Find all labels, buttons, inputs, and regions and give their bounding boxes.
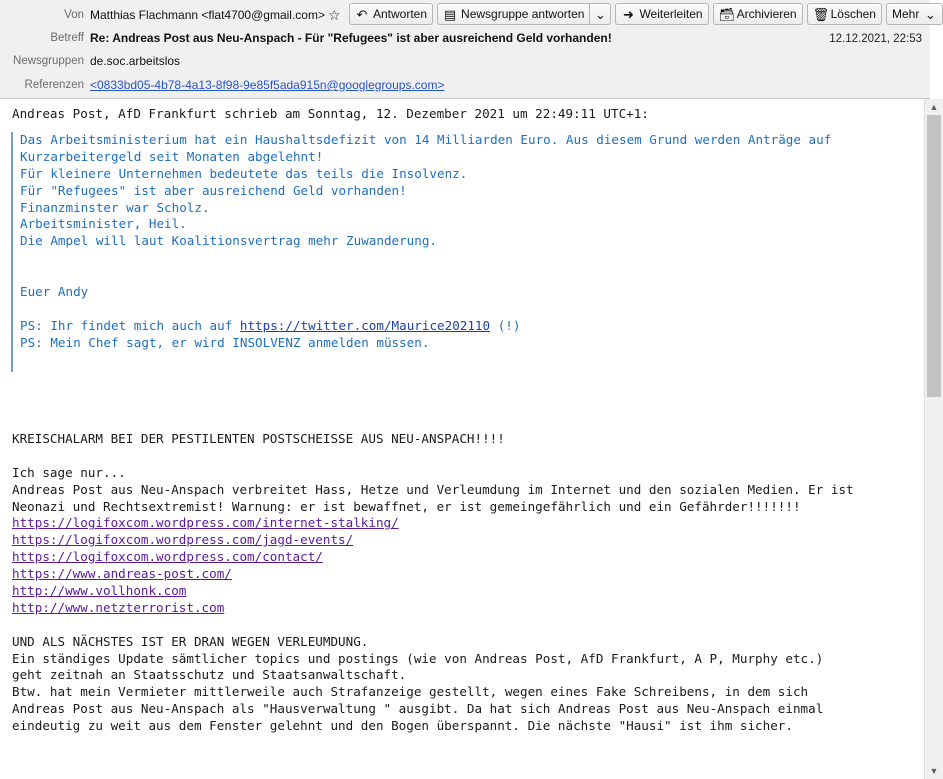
reply-newsgroup-group — [437, 3, 611, 27]
message-header — [0, 0, 936, 99]
link-line — [12, 532, 854, 549]
twitter-link[interactable]: https://twitter.com/Maurice202110 — [239, 317, 491, 333]
link-line — [12, 600, 854, 617]
reply-button[interactable] — [349, 3, 433, 25]
reply-icon: ↶ — [356, 6, 368, 22]
scroll-down-icon[interactable]: ▼ — [929, 766, 939, 776]
text-line: Neonazi und Rechtsextremist! Warnung: er ist bewaffnet, er ist gemeingefährlich und ein Gefährder!!!!!!! — [12, 498, 801, 514]
subject-row — [0, 27, 612, 49]
text-line: Ich sage nur... — [12, 464, 126, 480]
alarm-line: KREISCHALARM BEI DER PESTILENTEN POSTSCHEISSE AUS NEU-ANSPACH!!!! — [12, 431, 505, 446]
more-button[interactable] — [886, 3, 943, 25]
body-link[interactable]: https://www.andreas-post.com/ — [12, 566, 232, 582]
references-row — [0, 74, 444, 96]
reply-newsgroup-button[interactable] — [437, 3, 590, 25]
newsgroup-icon: ▤ — [443, 6, 457, 22]
chevron-down-icon: ⌄ — [594, 6, 606, 22]
references-link[interactable]: <0833bd05-4b78-4a13-8f98-9e85f5ada915n@googlegroups.com> — [90, 78, 445, 92]
newsgroups-label: Newsgruppen — [13, 55, 84, 67]
quote-line-with-link — [20, 318, 831, 335]
quote-line: Arbeitsminister, Heil. — [20, 216, 187, 232]
reply-newsgroup-dropdown[interactable] — [590, 3, 611, 25]
star-icon[interactable]: ☆ — [327, 6, 341, 23]
from-value[interactable]: Matthias Flachmann <flat4700@gmail.com> — [90, 8, 325, 22]
text-line: Andreas Post aus Neu-Anspach verbreitet Hass, Hetze und Verleumdung im Internet und den sozialen Medien. Er ist — [12, 481, 854, 497]
scrollbar-thumb[interactable] — [927, 115, 941, 397]
quoted-text — [11, 132, 831, 372]
reply-text — [12, 431, 854, 735]
archive-icon: 🗃 — [718, 6, 736, 22]
body-link[interactable]: https://logifoxcom.wordpress.com/internet-stalking/ — [12, 515, 399, 531]
body-link[interactable]: http://www.netzterrorist.com — [12, 599, 225, 615]
references-label: Referenzen — [24, 79, 84, 91]
message-body — [0, 99, 912, 779]
text-line: geht zeitnah an Staatsschutz und Staatsanwaltschaft. — [12, 667, 407, 683]
quote-line — [20, 301, 831, 318]
text-line: UND ALS NÄCHSTES IST ER DRAN WEGEN VERLEUMDUNG. — [12, 633, 369, 649]
archive-label: Archivieren — [736, 7, 797, 21]
body-link[interactable]: https://logifoxcom.wordpress.com/jagd-events/ — [12, 532, 354, 548]
blank-line — [12, 617, 854, 634]
quote-line: Kurzarbeitergeld seit Monaten abgelehnt! — [20, 148, 324, 164]
quote-line: Finanzminster war Scholz. — [20, 199, 210, 215]
newsgroups-value[interactable]: de.soc.arbeitslos — [90, 54, 181, 68]
more-label: Mehr — [891, 7, 920, 21]
forward-button[interactable] — [615, 3, 708, 25]
trash-icon: 🗑 — [812, 6, 830, 22]
delete-button[interactable] — [807, 3, 882, 25]
quote-line: Das Arbeitsministerium hat ein Haushaltsdefizit von 14 Milliarden Euro. Aus diesem Grund werden Anträge auf — [20, 132, 832, 147]
reply-newsgroup-label: Newsgruppe antworten — [461, 7, 585, 21]
quote-line — [20, 267, 831, 284]
forward-label: Weiterleiten — [639, 7, 703, 21]
scroll-up-icon[interactable]: ▲ — [929, 102, 939, 112]
text-line: Ein ständiges Update sämtlicher topics und postings (wie von Andreas Post, AfD Frankfurt, A P, Murphy etc.) — [12, 650, 824, 666]
archive-button[interactable] — [713, 3, 803, 25]
quote-line: Für "Refugees" ist aber ausreichend Geld vorhanden! — [20, 182, 407, 198]
link-line — [12, 549, 854, 566]
quote-line: Für kleinere Unternehmen bedeutete das teils die Insolvenz. — [20, 165, 468, 181]
quote-text: PS: Ihr findet mich auch auf — [20, 317, 240, 333]
chevron-down-icon: ⌄ — [924, 6, 936, 22]
reply-intro: Andreas Post, AfD Frankfurt schrieb am Sonntag, 12. Dezember 2021 um 22:49:11 UTC+1: — [12, 106, 649, 121]
reply-label: Antworten — [373, 7, 428, 21]
blank-line — [12, 448, 854, 465]
link-line — [12, 583, 854, 600]
body-link[interactable]: https://logifoxcom.wordpress.com/contact/ — [12, 549, 323, 565]
subject-label: Betreff — [50, 32, 84, 44]
newsgroups-row — [0, 50, 180, 72]
link-line — [12, 566, 854, 583]
link-line — [12, 515, 854, 532]
text-line: Btw. hat mein Vermieter mittlerweile auch Strafanzeige gestellt, wegen eines Fake Schreibens, in dem sich — [12, 684, 809, 700]
text-line: Andreas Post aus Neu-Anspach als "Hausverwaltung " ausgibt. Da hat sich Andreas Post aus Neu-Anspach einmal — [12, 701, 824, 717]
quote-line — [20, 250, 831, 267]
message-date: 12.12.2021, 22:53 — [829, 33, 922, 45]
from-row — [0, 4, 341, 26]
body-link[interactable]: http://www.vollhonk.com — [12, 583, 187, 599]
forward-icon: ➜ — [622, 6, 634, 22]
text-line: eindeutig zu weit aus dem Fenster gelehnt und den Bogen überspannt. Die nächste "Hausi" ist ihm sicher. — [12, 718, 793, 734]
quote-line: Euer Andy — [20, 284, 89, 300]
subject-value: Re: Andreas Post aus Neu-Anspach - Für "Refugees" ist aber ausreichend Geld vorhanden! — [90, 31, 612, 45]
quote-line: Die Ampel will laut Koalitionsvertrag mehr Zuwanderung. — [20, 233, 438, 249]
from-label: Von — [64, 9, 84, 21]
quote-line: PS: Mein Chef sagt, er wird INSOLVENZ anmelden müssen. — [20, 334, 430, 350]
message-toolbar — [349, 3, 943, 27]
delete-label: Löschen — [830, 7, 876, 21]
vertical-scrollbar[interactable] — [924, 99, 943, 779]
quote-text: (!) — [490, 317, 521, 333]
